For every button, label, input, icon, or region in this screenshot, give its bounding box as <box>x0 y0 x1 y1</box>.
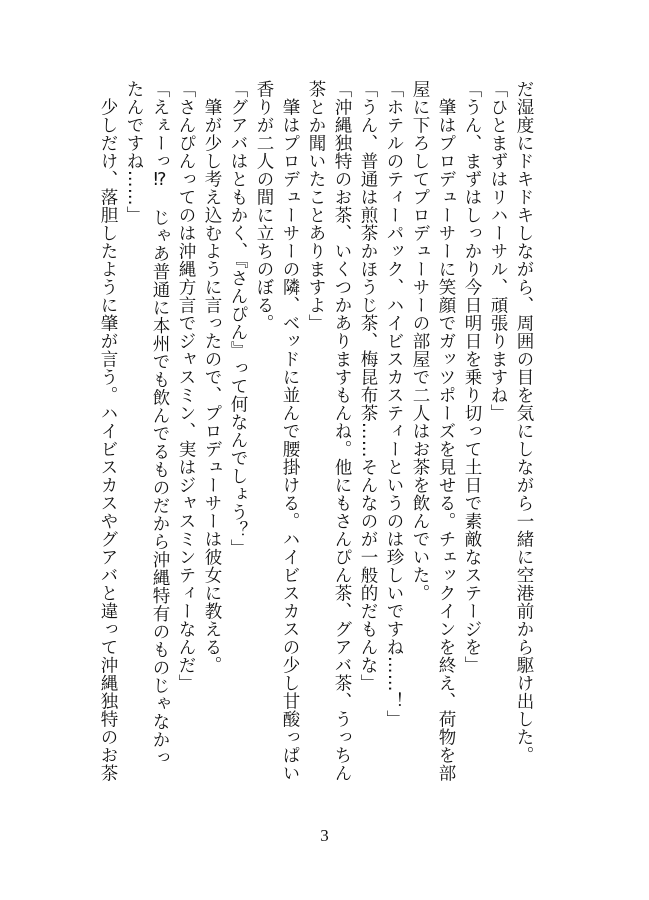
text-line-9: 茶とか聞いたことありますよ」 <box>306 80 326 332</box>
text-line-13: 肇が少し考え込むように言ったので、プロデューサーは彼女に教える。 <box>202 80 222 674</box>
text-line-7: 「うん、普通は煎茶かほうじ茶、梅昆布茶……そんなのが一般的だもんな」 <box>358 80 378 692</box>
text-line-6: 「ホテルのティーパック、ハイビスカスティーというのは珍しいですね……！」 <box>384 80 404 728</box>
text-line-4: 肇はプロデューサーに笑顔でガッツポーズを見せる。チェックインを終え、荷物を部 <box>436 80 456 782</box>
text-line-1: だ湿度にドキドキしながら、周囲の目を気にしながら一緒に空港前から駆け出した。 <box>514 80 534 764</box>
text-line-15: 「えぇーっ⁉ じゃあ普通に本州でも飲んでるものだから沖縄特有のものじゃなかっ <box>150 80 170 767</box>
text-line-8: 「沖縄独特のお茶、いくつかありますもんね。他にもさんぴん茶、グアバ茶、うっちん <box>332 80 352 782</box>
text-line-10: 肇はプロデューサーの隣、ベッドに並んで腰掛ける。ハイビスカスの少し甘酸っぱい <box>280 80 300 782</box>
text-line-2: 「ひとまずはリハーサル、頑張りますね」 <box>488 80 508 422</box>
text-line-11: 香りが二人の間に立ちのぼる。 <box>254 80 274 332</box>
vertical-text-block <box>95 80 537 810</box>
text-line-14: 「さんぴんってのは沖縄方言でジャスミン、実はジャスミンティーなんだ」 <box>176 80 196 692</box>
text-line-17: 少しだけ、落胆したように肇が言う。ハイビスカスやグアバと違って沖縄独特のお茶 <box>98 80 118 782</box>
page-number: 3 <box>320 826 329 845</box>
text-line-16: たんですね……」 <box>124 80 144 224</box>
text-line-5: 屋に下ろしてプロデューサーの部屋で二人はお茶を飲んでいた。 <box>410 80 430 602</box>
text-line-3: 「うん、まずはしっかり今日明日を乗り切って土日で素敵なステージを」 <box>462 80 482 674</box>
text-line-12: 「グアバはともかく、『さんぴん』って何なんでしょう？」 <box>228 80 248 558</box>
